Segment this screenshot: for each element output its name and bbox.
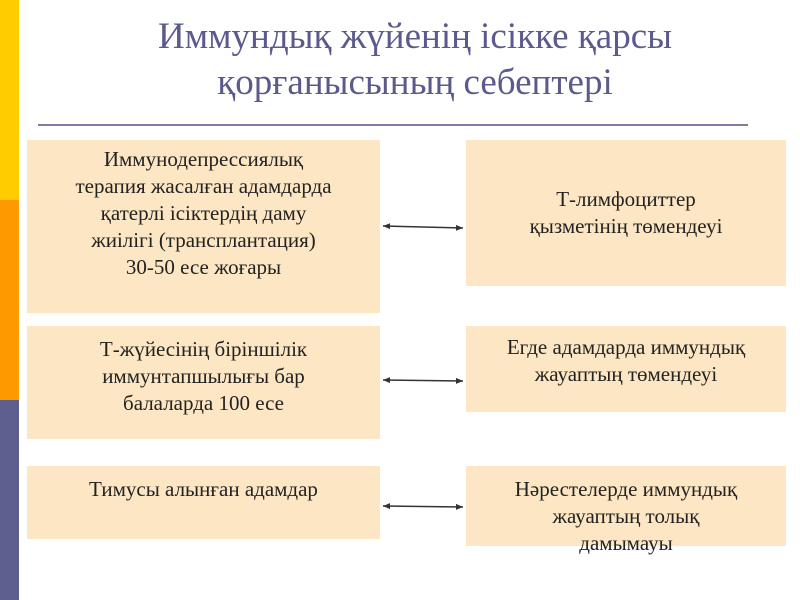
box-text-line: жауаптың төмендеуі xyxy=(534,362,718,386)
box-text-line: Тимусы алынған адамдар xyxy=(89,477,318,501)
decor-stripe-yellow xyxy=(0,0,19,200)
slide-title-line-1: Иммундық жүйенің ісікке қарсы xyxy=(157,16,673,57)
box-text-line: Т-жүйесінің біріншілік xyxy=(99,337,308,361)
right-box-elderly-immune-decline xyxy=(466,326,786,412)
box-text-line: қатерлі ісіктердің даму xyxy=(100,201,307,225)
box-text-line: 30-50 есе жоғары xyxy=(125,255,282,279)
box-text-line: Нәрестелерде иммундық xyxy=(514,477,738,501)
slide-title-line-2: қорғанысының себептері xyxy=(217,62,613,103)
left-box-t-system-deficiency xyxy=(27,326,380,439)
box-text-line: Т-лимфоциттер xyxy=(556,187,696,211)
box-text-line: жауаптың толық xyxy=(552,504,700,528)
right-box-newborn-immaturity xyxy=(466,466,786,555)
left-box-immunosuppression xyxy=(27,140,380,313)
box-text-line: Егде адамдарда иммундық xyxy=(506,335,746,359)
box-text-line: терапия жасалған адамдарда xyxy=(75,174,332,198)
decor-stripe-orange xyxy=(0,200,19,400)
slide-title xyxy=(60,14,770,106)
box-text-line: қызметінің төмендеуі xyxy=(529,214,723,238)
decor-stripe-purple xyxy=(0,400,19,600)
box-text-line: жиілігі (трансплантация) xyxy=(91,228,316,252)
double-arrow-2 xyxy=(383,380,463,381)
box-text-line: иммунтапшылығы бар xyxy=(102,364,305,388)
left-box-thymectomy xyxy=(27,466,380,539)
box-text-line: дамымауы xyxy=(579,531,673,555)
double-arrow-1 xyxy=(383,226,463,228)
right-box-t-lymphocyte-decline xyxy=(466,140,786,286)
double-arrow-3 xyxy=(383,506,463,507)
title-divider xyxy=(38,124,748,126)
box-text-line: балаларда 100 есе xyxy=(123,391,284,415)
box-text-line: Иммунодепрессиялық xyxy=(103,147,304,171)
